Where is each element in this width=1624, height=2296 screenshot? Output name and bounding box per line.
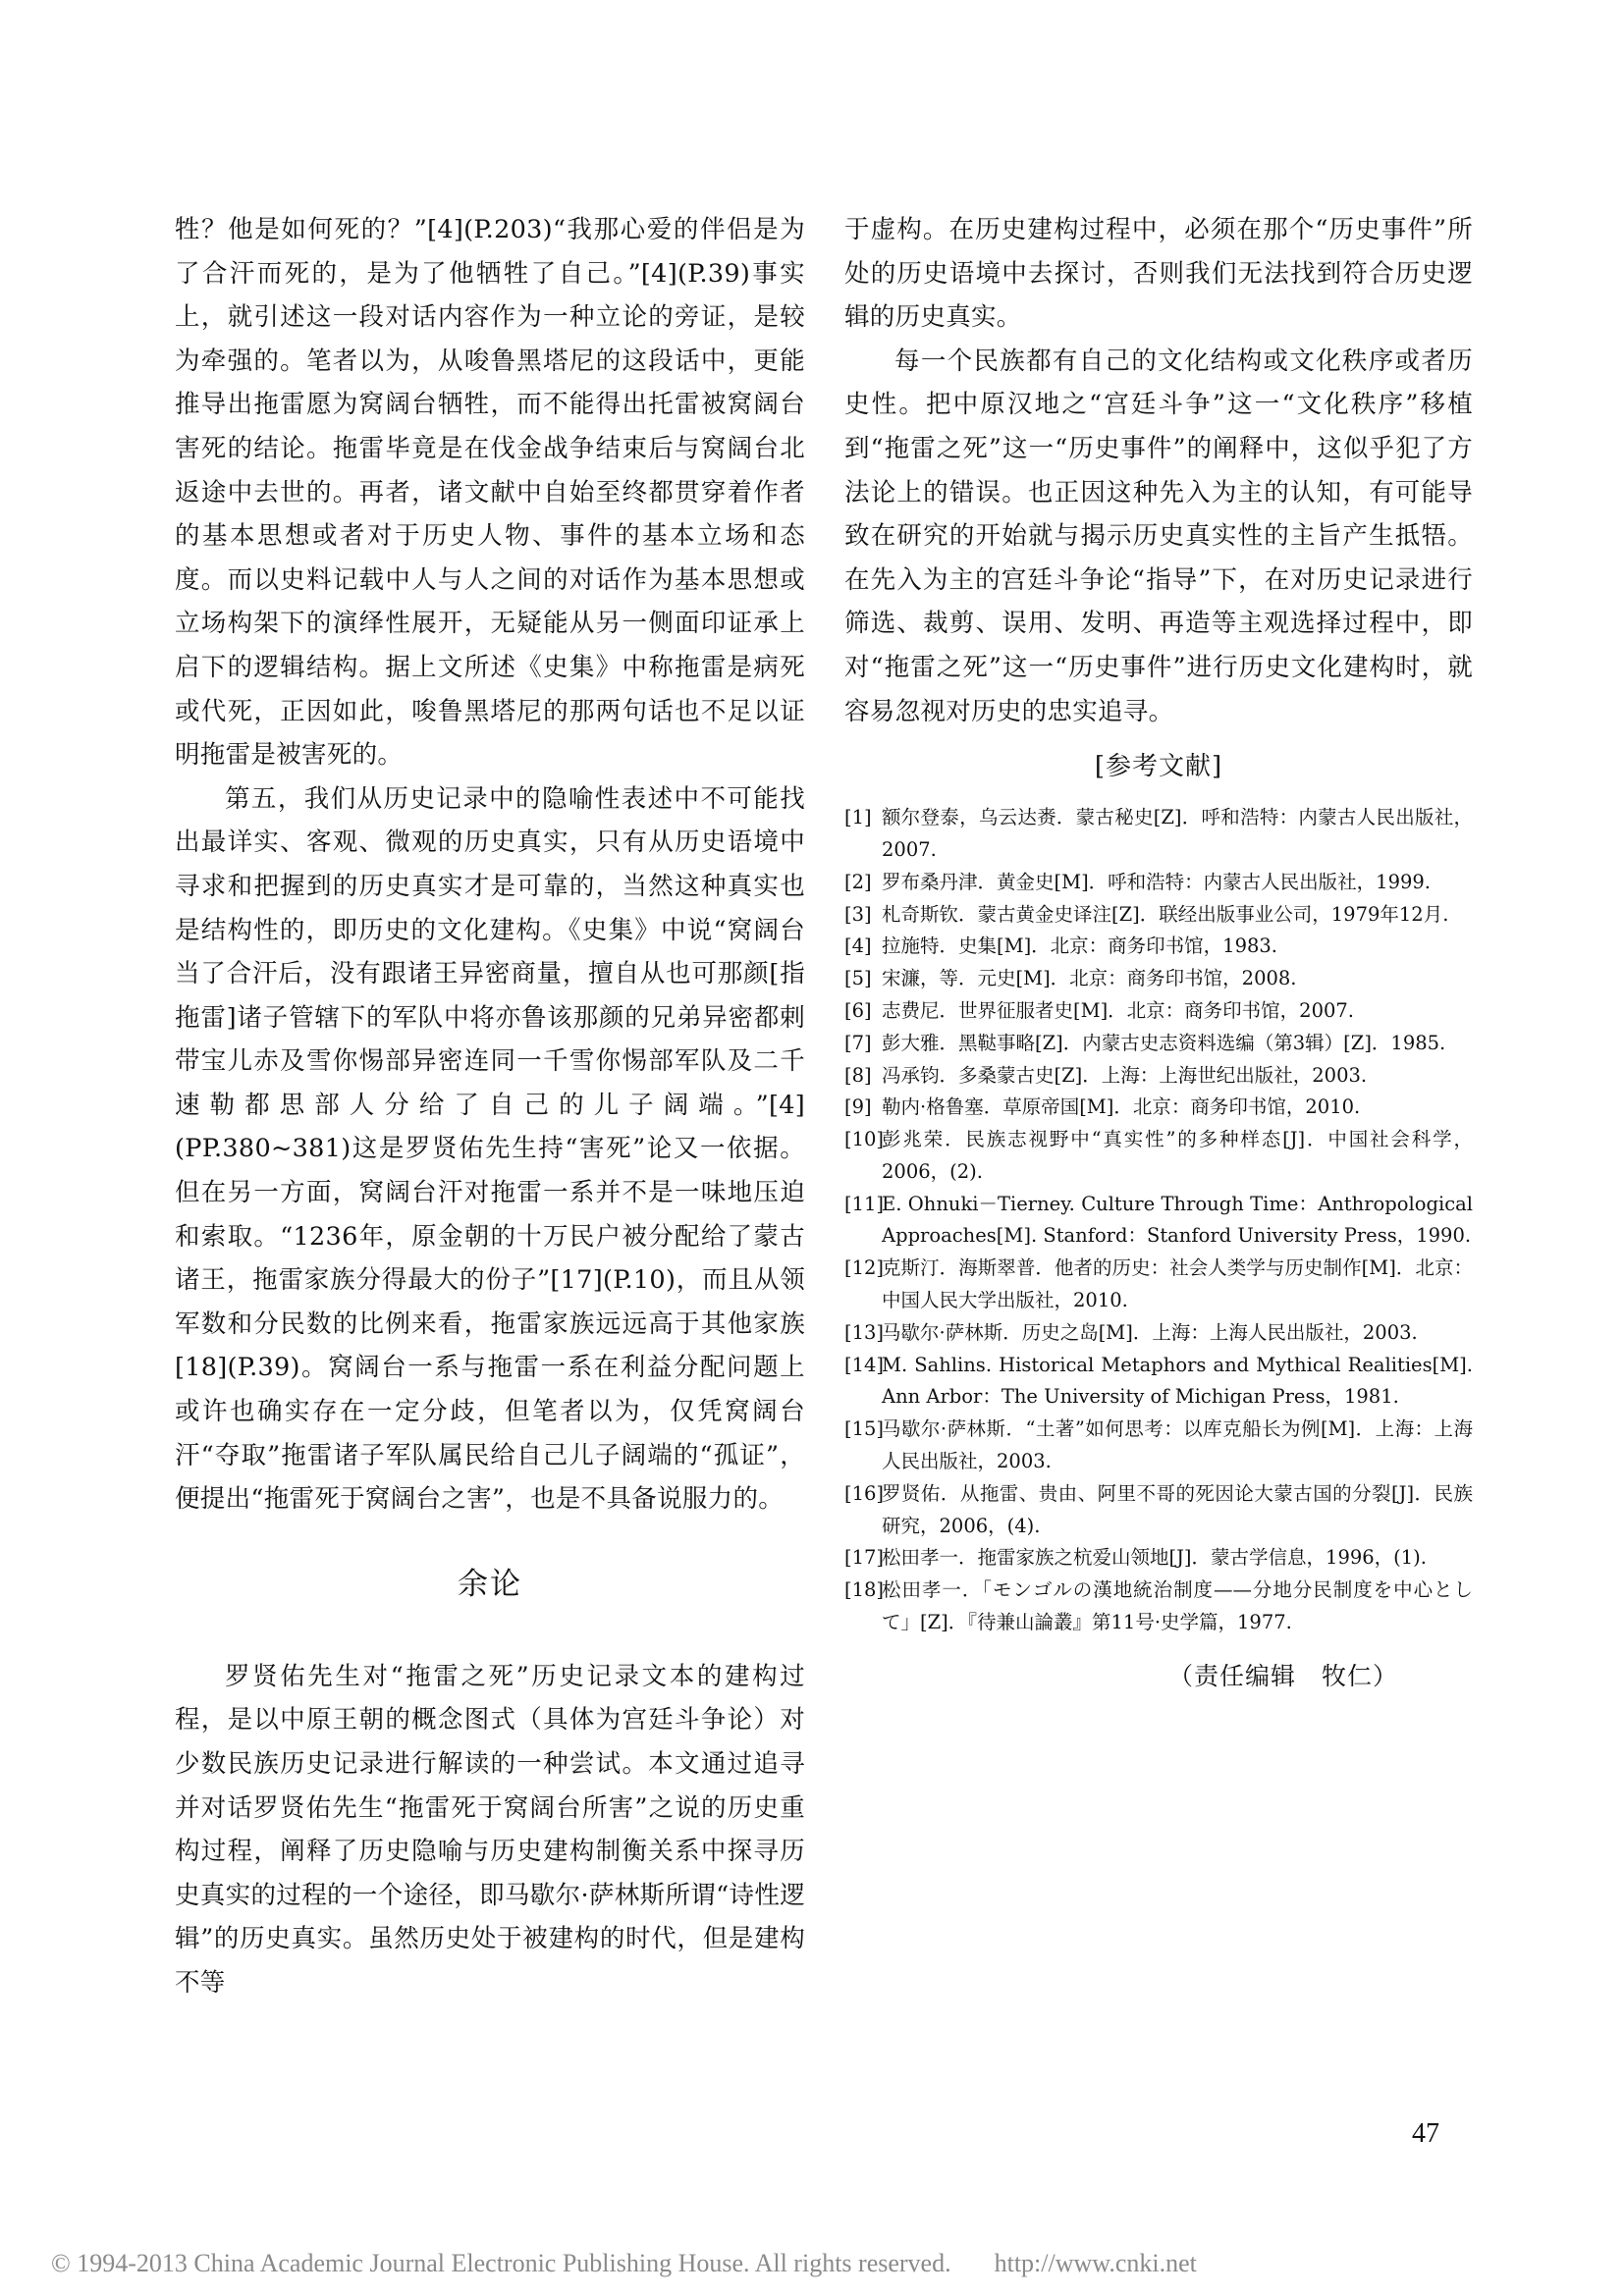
- reference-item: [844, 802, 1473, 867]
- reference-item: [844, 1350, 1473, 1415]
- right-column: [844, 208, 1473, 1696]
- reference-text: 罗贤佑．从拖雷、贵由、阿里不哥的死因论大蒙古国的分裂[J]．民族研究，2006，(4).: [882, 1481, 1473, 1537]
- reference-number: [2]: [844, 870, 872, 893]
- body-paragraph: 罗贤佑先生对“拖雷之死”历史记录文本的建构过程，是以中原王朝的概念图式（具体为宫廷斗争论）对少数民族历史记录进行解读的一种尝试。本文通过追寻并对话罗贤佑先生“拖雷死于窝阔台所害”之说的历史重构过程，阐释了历史隐喻与历史建构制衡关系中探寻历史真实的过程的一个途径，即马歇尔·萨林斯所谓“诗性逻辑”的历史真实。虽然历史处于被建构的时代，但是建构不等: [175, 1661, 805, 1998]
- reference-number: [15]: [844, 1417, 885, 1441]
- reference-number: [10]: [844, 1128, 885, 1151]
- reference-text: 拉施特．史集[M]．北京：商务印书馆，1983.: [882, 934, 1278, 958]
- references-heading: [参考文献]: [1094, 752, 1223, 782]
- copyright-footer: [51, 2249, 1583, 2278]
- reference-item: [844, 1253, 1473, 1317]
- reference-text: 马歇尔·萨林斯．历史之岛[M]．上海：上海人民出版社，2003.: [882, 1320, 1418, 1344]
- reference-number: [7]: [844, 1031, 872, 1054]
- body-paragraph: 牲？他是如何死的？”[4](P.203)“我那心爱的伴侣是为了合汗而死的，是为了他牺牲了自己。”[4](P.39)事实上，就引述这一段对话内容作为一种立论的旁证，是较为牵强的。笔者以为，从唆鲁黑塔尼的这段话中，更能推导出拖雷愿为窝阔台牺牲，而不能得出托雷被窝阔台害死的结论。拖雷毕竟是在伐金战争结束后与窝阔台北返途中去世的。再者，诸文献中自始至终都贯穿着作者的基本思想或者对于历史人物、事件的基本立场和态度。而以史料记载中人与人之间的对话作为基本思想或立场构架下的演绎性展开，无疑能从另一侧面印证承上启下的逻辑结构。据上文所述《史集》中称拖雷是病死或代死，正因如此，唆鲁黑塔尼的那两句话也不足以证明拖雷是被害死的。: [175, 215, 805, 771]
- reference-text: 彭兆荣．民族志视野中“真实性”的多种样态[J]．中国社会科学，2006，(2).: [882, 1128, 1473, 1183]
- page-number: 47: [1412, 2118, 1439, 2149]
- reference-text: E. Ohnuki－Tierney. Culture Through Time：Anthropological Approaches[M]. Stanford：Stanford University Press，1990.: [882, 1192, 1473, 1248]
- body-paragraph: 于虚构。在历史建构过程中，必须在那个“历史事件”所处的历史语境中去探讨，否则我们无法找到符合历史逻辑的历史真实。: [844, 215, 1473, 333]
- body-paragraph: 每一个民族都有自己的文化结构或文化秩序或者历史性。把中原汉地之“宫廷斗争”这一“文化秩序”移植到“拖雷之死”这一“历史事件”的阐释中，这似乎犯了方法论上的错误。也正因这种先入为主的认知，有可能导致在研究的开始就与揭示历史真实性的主旨产生抵牾。在先入为主的宫廷斗争论“指导”下，在对历史记录进行筛选、裁剪、误用、发明、再造等主观选择过程中，即对“拖雷之死”这一“历史事件”进行历史文化建构时，就容易忽视对历史的忠实追寻。: [844, 346, 1473, 726]
- reference-number: [12]: [844, 1256, 885, 1280]
- reference-text: 罗布桑丹津．黄金史[M]．呼和浩特：内蒙古人民出版社，1999.: [882, 870, 1432, 893]
- reference-item: [844, 963, 1473, 995]
- section-heading: 余论: [458, 1566, 522, 1602]
- reference-text: M. Sahlins. Historical Metaphors and Mythical Realities[M]. Ann Arbor：The University of Michigan Press，1981.: [882, 1353, 1473, 1409]
- reference-item: [844, 1542, 1473, 1575]
- reference-item: [844, 1414, 1473, 1478]
- reference-item: [844, 1028, 1473, 1060]
- reference-item: [844, 1092, 1473, 1124]
- reference-text: 冯承钧．多桑蒙古史[Z]．上海：上海世纪出版社，2003.: [882, 1063, 1368, 1087]
- reference-number: [4]: [844, 934, 872, 958]
- reference-item: [844, 1575, 1473, 1639]
- reference-item: [844, 1189, 1473, 1254]
- reference-item: [844, 931, 1473, 963]
- reference-item: [844, 1124, 1473, 1189]
- editor-note: （责任编辑 牧仁）: [1167, 1661, 1398, 1690]
- reference-item: [844, 1060, 1473, 1093]
- reference-number: [1]: [844, 806, 872, 829]
- reference-item: [844, 899, 1473, 932]
- footer-url: http://www.cnki.net: [994, 2249, 1197, 2277]
- reference-number: [14]: [844, 1353, 885, 1376]
- left-column: [175, 208, 805, 2005]
- reference-number: [13]: [844, 1320, 885, 1344]
- reference-text: 彭大雅．黑鞑事略[Z]．内蒙古史志资料选编（第3辑）[Z]．1985.: [882, 1031, 1446, 1054]
- body-paragraph: 第五，我们从历史记录中的隐喻性表述中不可能找出最详实、客观、微观的历史真实，只有从历史语境中寻求和把握到的历史真实才是可靠的，当然这种真实也是结构性的，即历史的文化建构。《史集》中说“窝阔台当了合汗后，没有跟诸王异密商量，擅自从也可那颜[指拖雷]诸子管辖下的军队中将亦鲁该那颜的兄弟异密都剌带宝儿赤及雪你惕部异密连同一千雪你惕部军队及二千速勒都思部人分给了自己的儿子阔端。”[4](PP.380~381)这是罗贤佑先生持“害死”论又一依据。但在另一方面，窝阔台汗对拖雷一系并不是一味地压迫和索取。“1236年，原金朝的十万民户被分配给了蒙古诸王，拖雷家族分得最大的份子”[17](P.10)，而且从领军数和分民数的比例来看，拖雷家族远远高于其他家族[18](P.39)。窝阔台一系与拖雷一系在利益分配问题上或许也确实存在一定分歧，但笔者以为，仅凭窝阔台汗“夺取”拖雷诸子军队属民给自己儿子阔端的“孤证”，便提出“拖雷死于窝阔台之害”，也是不具备说服力的。: [175, 783, 805, 1515]
- reference-number: [3]: [844, 902, 872, 926]
- reference-text: 额尔登泰，乌云达赉．蒙古秘史[Z]．呼和浩特：内蒙古人民出版社，2007.: [882, 806, 1473, 861]
- reference-text: 松田孝一．拖雷家族之杭爱山领地[J]．蒙古学信息，1996，(1).: [882, 1546, 1427, 1570]
- reference-item: [844, 867, 1473, 899]
- reference-text: 克斯汀．海斯翠普．他者的历史：社会人类学与历史制作[M]．北京：中国人民大学出版社，2010.: [882, 1256, 1473, 1312]
- reference-number: [11]: [844, 1192, 885, 1215]
- reference-item: [844, 1478, 1473, 1543]
- reference-list: [844, 802, 1473, 1639]
- reference-text: 勒内·格鲁塞．草原帝国[M]．北京：商务印书馆，2010.: [882, 1095, 1361, 1119]
- reference-number: [18]: [844, 1578, 885, 1602]
- reference-number: [6]: [844, 998, 872, 1022]
- reference-number: [16]: [844, 1481, 885, 1505]
- reference-number: [17]: [844, 1546, 885, 1570]
- copyright-text: © 1994-2013 China Academic Journal Electronic Publishing House. All rights reserved.: [51, 2249, 951, 2277]
- reference-number: [9]: [844, 1095, 872, 1119]
- reference-text: 松田孝一．「モンゴルの漢地統治制度——分地分民制度を中心として」[Z]．『待兼山論叢』第11号·史学篇，1977.: [882, 1578, 1473, 1634]
- reference-text: 志费尼．世界征服者史[M]．北京：商务印书馆，2007.: [882, 998, 1355, 1022]
- reference-item: [844, 1317, 1473, 1350]
- reference-item: [844, 995, 1473, 1028]
- reference-text: 札奇斯钦．蒙古黄金史译注[Z]．联经出版事业公司，1979年12月.: [882, 902, 1449, 926]
- reference-number: [8]: [844, 1063, 872, 1087]
- reference-number: [5]: [844, 967, 872, 990]
- reference-text: 宋濂，等．元史[M]．北京：商务印书馆，2008.: [882, 967, 1297, 990]
- reference-text: 马歇尔·萨林斯．“土著”如何思考：以库克船长为例[M]．上海：上海人民出版社，2003.: [882, 1417, 1473, 1473]
